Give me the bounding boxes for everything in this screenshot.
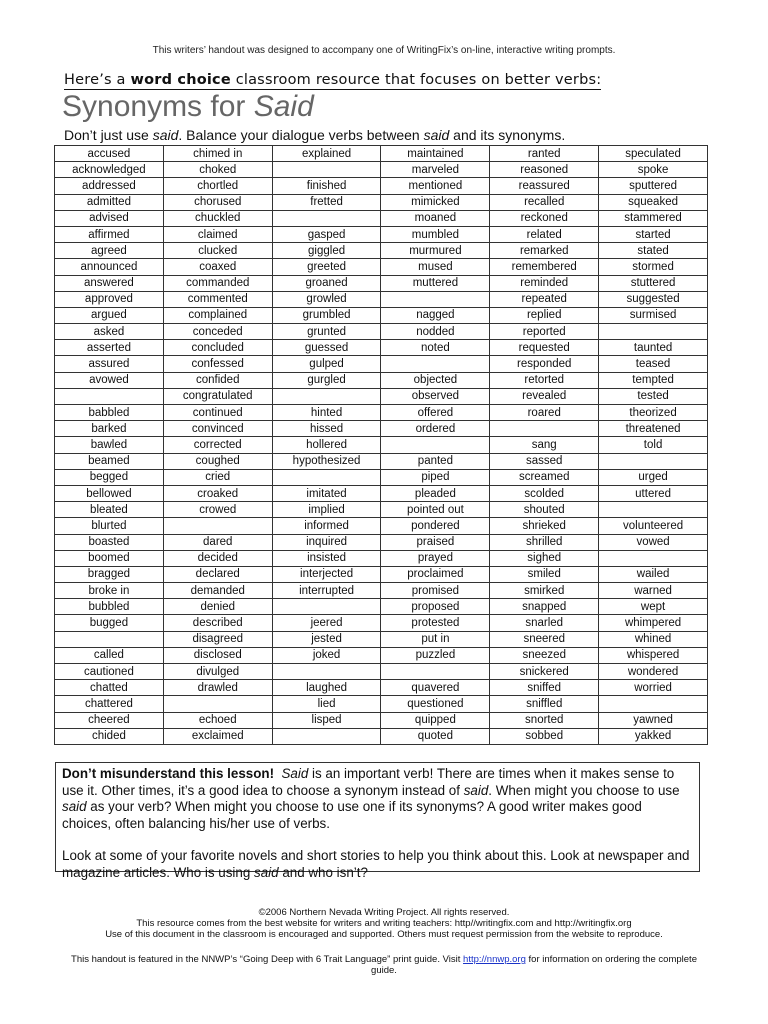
table-row bbox=[55, 485, 708, 501]
table-cell: declared bbox=[163, 566, 272, 582]
table-row bbox=[55, 728, 708, 744]
table-cell: broke in bbox=[55, 583, 164, 599]
table-cell bbox=[272, 210, 381, 226]
table-cell: decided bbox=[163, 550, 272, 566]
table-cell: urged bbox=[599, 469, 708, 485]
table-cell: guessed bbox=[272, 340, 381, 356]
table-cell: snorted bbox=[490, 712, 599, 728]
table-cell: threatened bbox=[599, 421, 708, 437]
table-cell: recalled bbox=[490, 194, 599, 210]
table-cell: sniffled bbox=[490, 696, 599, 712]
table-row bbox=[55, 534, 708, 550]
table-cell: convinced bbox=[163, 421, 272, 437]
table-cell: hollered bbox=[272, 437, 381, 453]
lesson-box bbox=[55, 762, 700, 880]
table-cell: lied bbox=[272, 696, 381, 712]
table-cell: muttered bbox=[381, 275, 490, 291]
subtitle bbox=[64, 127, 565, 143]
table-cell: put in bbox=[381, 631, 490, 647]
table-cell bbox=[490, 421, 599, 437]
table-cell: agreed bbox=[55, 243, 164, 259]
footer-featured-text: for information on ordering the complete guide. bbox=[371, 954, 697, 976]
table-cell: explained bbox=[272, 146, 381, 162]
table-cell bbox=[272, 599, 381, 615]
table-cell: demanded bbox=[163, 583, 272, 599]
table-cell: snapped bbox=[490, 599, 599, 615]
table-row bbox=[55, 405, 708, 421]
table-row bbox=[55, 469, 708, 485]
table-cell bbox=[381, 356, 490, 372]
table-row bbox=[55, 615, 708, 631]
table-row bbox=[55, 631, 708, 647]
lesson-said: said bbox=[254, 864, 279, 880]
table-cell: coughed bbox=[163, 453, 272, 469]
table-cell: crowed bbox=[163, 502, 272, 518]
table-cell: reported bbox=[490, 324, 599, 340]
table-cell: responded bbox=[490, 356, 599, 372]
table-cell: hypothesized bbox=[272, 453, 381, 469]
table-cell: praised bbox=[381, 534, 490, 550]
table-cell: drawled bbox=[163, 680, 272, 696]
table-cell: yawned bbox=[599, 712, 708, 728]
table-cell bbox=[55, 388, 164, 404]
table-cell: jested bbox=[272, 631, 381, 647]
table-row bbox=[55, 194, 708, 210]
lesson-said: Said bbox=[281, 766, 309, 781]
table-cell: admitted bbox=[55, 194, 164, 210]
table-cell: requested bbox=[490, 340, 599, 356]
table-cell: puzzled bbox=[381, 647, 490, 663]
table-cell: snickered bbox=[490, 664, 599, 680]
table-cell bbox=[381, 291, 490, 307]
table-cell: noted bbox=[381, 340, 490, 356]
table-cell: repeated bbox=[490, 291, 599, 307]
subtitle-said: said bbox=[152, 127, 179, 143]
table-cell: speculated bbox=[599, 146, 708, 162]
table-cell: complained bbox=[163, 307, 272, 323]
table-cell: bubbled bbox=[55, 599, 164, 615]
table-cell: chorused bbox=[163, 194, 272, 210]
table-row bbox=[55, 566, 708, 582]
table-cell: whimpered bbox=[599, 615, 708, 631]
table-cell: replied bbox=[490, 307, 599, 323]
table-cell: greeted bbox=[272, 259, 381, 275]
table-cell: bawled bbox=[55, 437, 164, 453]
table-cell: corrected bbox=[163, 437, 272, 453]
intro-prefix: Here’s a bbox=[64, 72, 131, 88]
table-cell: approved bbox=[55, 291, 164, 307]
table-cell: whispered bbox=[599, 647, 708, 663]
page-title bbox=[62, 90, 314, 124]
table-cell: sneered bbox=[490, 631, 599, 647]
title-italic: Said bbox=[253, 90, 314, 123]
table-cell: murmured bbox=[381, 243, 490, 259]
footer-usage: Use of this document in the classroom is encouraged and supported. Others must request permission from the website to reproduce. bbox=[105, 929, 663, 940]
table-row bbox=[55, 550, 708, 566]
table-row bbox=[55, 647, 708, 663]
table-cell bbox=[272, 469, 381, 485]
table-cell: confessed bbox=[163, 356, 272, 372]
table-cell: called bbox=[55, 647, 164, 663]
table-cell: reasoned bbox=[490, 162, 599, 178]
table-cell: promised bbox=[381, 583, 490, 599]
table-cell bbox=[163, 696, 272, 712]
table-cell: volunteered bbox=[599, 518, 708, 534]
table-cell: shrieked bbox=[490, 518, 599, 534]
subtitle-said: said bbox=[423, 127, 450, 143]
table-cell: tempted bbox=[599, 372, 708, 388]
table-cell: sneezed bbox=[490, 647, 599, 663]
table-cell: screamed bbox=[490, 469, 599, 485]
table-cell: stated bbox=[599, 243, 708, 259]
table-cell: quavered bbox=[381, 680, 490, 696]
table-row bbox=[55, 680, 708, 696]
table-cell: congratulated bbox=[163, 388, 272, 404]
table-cell: lisped bbox=[272, 712, 381, 728]
table-cell: announced bbox=[55, 259, 164, 275]
table-cell: remembered bbox=[490, 259, 599, 275]
table-cell: ranted bbox=[490, 146, 599, 162]
intro-suffix: classroom resource that focuses on better verbs: bbox=[230, 72, 602, 88]
table-cell: accused bbox=[55, 146, 164, 162]
table-cell: pleaded bbox=[381, 485, 490, 501]
table-cell bbox=[599, 502, 708, 518]
nnwp-link[interactable]: http://nnwp.org bbox=[463, 954, 526, 965]
subtitle-part: and its synonyms. bbox=[449, 127, 566, 143]
lesson-text: as your verb? When might you choose to use one if its synonyms? A good writer makes good choices, often balancing his/her use of verbs. bbox=[62, 799, 642, 831]
table-cell: barked bbox=[55, 421, 164, 437]
table-cell: chatted bbox=[55, 680, 164, 696]
lesson-text: is an important verb! There are times when it makes sense to use it. Other times, it’s a good idea to choose a synonym instead of bbox=[62, 766, 675, 798]
table-row bbox=[55, 291, 708, 307]
table-cell: imitated bbox=[272, 485, 381, 501]
table-cell: sang bbox=[490, 437, 599, 453]
table-cell: inquired bbox=[272, 534, 381, 550]
table-cell: scolded bbox=[490, 485, 599, 501]
table-cell: babbled bbox=[55, 405, 164, 421]
table-cell: gulped bbox=[272, 356, 381, 372]
table-cell: quipped bbox=[381, 712, 490, 728]
table-cell: confided bbox=[163, 372, 272, 388]
lesson-said: said bbox=[62, 799, 87, 814]
table-cell: boomed bbox=[55, 550, 164, 566]
table-cell: interjected bbox=[272, 566, 381, 582]
table-cell bbox=[272, 162, 381, 178]
table-cell: marveled bbox=[381, 162, 490, 178]
table-cell: wailed bbox=[599, 566, 708, 582]
table-cell: chattered bbox=[55, 696, 164, 712]
table-cell: proclaimed bbox=[381, 566, 490, 582]
table-cell: boasted bbox=[55, 534, 164, 550]
table-cell: hinted bbox=[272, 405, 381, 421]
table-cell: warned bbox=[599, 583, 708, 599]
table-cell: continued bbox=[163, 405, 272, 421]
table-cell: moaned bbox=[381, 210, 490, 226]
table-cell: giggled bbox=[272, 243, 381, 259]
table-cell: fretted bbox=[272, 194, 381, 210]
table-cell bbox=[272, 728, 381, 744]
table-row bbox=[55, 226, 708, 242]
table-cell: mused bbox=[381, 259, 490, 275]
table-cell: grumbled bbox=[272, 307, 381, 323]
table-cell: yakked bbox=[599, 728, 708, 744]
table-cell: exclaimed bbox=[163, 728, 272, 744]
table-row bbox=[55, 421, 708, 437]
table-cell: shrilled bbox=[490, 534, 599, 550]
table-row bbox=[55, 210, 708, 226]
table-cell: questioned bbox=[381, 696, 490, 712]
footer-source: This resource comes from the best website for writers and writing teachers: http//writingfix.com and http://writingfix.org bbox=[136, 918, 632, 929]
table-row bbox=[55, 146, 708, 162]
handout-note: This writers’ handout was designed to accompany one of WritingFix’s on-line, interactive writing prompts. bbox=[152, 45, 616, 56]
table-cell: reminded bbox=[490, 275, 599, 291]
table-cell: sobbed bbox=[490, 728, 599, 744]
table-cell: clucked bbox=[163, 243, 272, 259]
table-cell: reckoned bbox=[490, 210, 599, 226]
table-cell: ordered bbox=[381, 421, 490, 437]
table-cell: claimed bbox=[163, 226, 272, 242]
lesson-bold: Don’t misunderstand this lesson! bbox=[62, 766, 275, 781]
table-cell: finished bbox=[272, 178, 381, 194]
table-cell: chided bbox=[55, 728, 164, 744]
table-cell bbox=[381, 664, 490, 680]
table-cell: mumbled bbox=[381, 226, 490, 242]
table-cell: grunted bbox=[272, 324, 381, 340]
table-cell: worried bbox=[599, 680, 708, 696]
table-cell: sassed bbox=[490, 453, 599, 469]
footer-credits bbox=[0, 907, 768, 940]
table-row bbox=[55, 340, 708, 356]
table-cell: dared bbox=[163, 534, 272, 550]
table-cell: bugged bbox=[55, 615, 164, 631]
table-cell bbox=[599, 696, 708, 712]
table-cell: retorted bbox=[490, 372, 599, 388]
table-cell: echoed bbox=[163, 712, 272, 728]
table-cell: spoke bbox=[599, 162, 708, 178]
table-cell: cheered bbox=[55, 712, 164, 728]
table-row bbox=[55, 502, 708, 518]
intro-line bbox=[64, 72, 601, 90]
synonyms-table bbox=[54, 145, 708, 745]
table-cell: reassured bbox=[490, 178, 599, 194]
table-cell: pointed out bbox=[381, 502, 490, 518]
table-cell: taunted bbox=[599, 340, 708, 356]
table-cell: avowed bbox=[55, 372, 164, 388]
table-cell: commented bbox=[163, 291, 272, 307]
table-cell: stuttered bbox=[599, 275, 708, 291]
table-cell bbox=[272, 664, 381, 680]
table-cell: stormed bbox=[599, 259, 708, 275]
table-cell: sighed bbox=[490, 550, 599, 566]
table-cell: informed bbox=[272, 518, 381, 534]
table-cell: blurted bbox=[55, 518, 164, 534]
table-cell: smiled bbox=[490, 566, 599, 582]
table-cell: maintained bbox=[381, 146, 490, 162]
table-cell: cautioned bbox=[55, 664, 164, 680]
table-cell: started bbox=[599, 226, 708, 242]
table-cell: beamed bbox=[55, 453, 164, 469]
table-cell: groaned bbox=[272, 275, 381, 291]
table-cell: gasped bbox=[272, 226, 381, 242]
title-plain: Synonyms for bbox=[62, 90, 254, 123]
table-cell: vowed bbox=[599, 534, 708, 550]
footer-featured-text: This handout is featured in the NNWP’s “Going Deep with 6 Trait Language” print guide. Visit bbox=[71, 954, 464, 965]
table-cell: roared bbox=[490, 405, 599, 421]
table-row bbox=[55, 162, 708, 178]
table-cell: croaked bbox=[163, 485, 272, 501]
table-cell: denied bbox=[163, 599, 272, 615]
table-cell: jeered bbox=[272, 615, 381, 631]
table-cell: insisted bbox=[272, 550, 381, 566]
table-cell: advised bbox=[55, 210, 164, 226]
table-cell: argued bbox=[55, 307, 164, 323]
table-row bbox=[55, 696, 708, 712]
table-cell: tested bbox=[599, 388, 708, 404]
table-cell: surmised bbox=[599, 307, 708, 323]
table-cell: commanded bbox=[163, 275, 272, 291]
table-cell: offered bbox=[381, 405, 490, 421]
table-cell: conceded bbox=[163, 324, 272, 340]
table-cell: coaxed bbox=[163, 259, 272, 275]
table-cell: uttered bbox=[599, 485, 708, 501]
table-row bbox=[55, 664, 708, 680]
table-cell bbox=[599, 324, 708, 340]
table-cell: disclosed bbox=[163, 647, 272, 663]
table-cell: begged bbox=[55, 469, 164, 485]
table-cell: pondered bbox=[381, 518, 490, 534]
table-cell: snarled bbox=[490, 615, 599, 631]
table-row bbox=[55, 583, 708, 599]
table-cell: bleated bbox=[55, 502, 164, 518]
table-row bbox=[55, 599, 708, 615]
table-cell: suggested bbox=[599, 291, 708, 307]
table-cell: wondered bbox=[599, 664, 708, 680]
table-cell: mentioned bbox=[381, 178, 490, 194]
table-cell: gurgled bbox=[272, 372, 381, 388]
table-cell: implied bbox=[272, 502, 381, 518]
table-cell: joked bbox=[272, 647, 381, 663]
table-cell: sputtered bbox=[599, 178, 708, 194]
table-cell: mimicked bbox=[381, 194, 490, 210]
table-cell: answered bbox=[55, 275, 164, 291]
table-cell: panted bbox=[381, 453, 490, 469]
table-cell: chuckled bbox=[163, 210, 272, 226]
table-cell bbox=[599, 550, 708, 566]
table-cell: prayed bbox=[381, 550, 490, 566]
table-cell: wept bbox=[599, 599, 708, 615]
table-cell: divulged bbox=[163, 664, 272, 680]
table-row bbox=[55, 243, 708, 259]
table-row bbox=[55, 437, 708, 453]
table-cell: revealed bbox=[490, 388, 599, 404]
table-cell bbox=[381, 437, 490, 453]
table-row bbox=[55, 518, 708, 534]
table-cell: laughed bbox=[272, 680, 381, 696]
table-cell bbox=[55, 631, 164, 647]
table-cell: quoted bbox=[381, 728, 490, 744]
table-cell: stammered bbox=[599, 210, 708, 226]
table-cell: choked bbox=[163, 162, 272, 178]
table-cell: whined bbox=[599, 631, 708, 647]
table-cell: assured bbox=[55, 356, 164, 372]
table-cell: sniffed bbox=[490, 680, 599, 696]
table-cell: bragged bbox=[55, 566, 164, 582]
lesson-said: said bbox=[463, 782, 489, 798]
table-cell: objected bbox=[381, 372, 490, 388]
footer-featured bbox=[0, 954, 768, 976]
table-cell: addressed bbox=[55, 178, 164, 194]
table-cell: nagged bbox=[381, 307, 490, 323]
table-cell: concluded bbox=[163, 340, 272, 356]
table-row bbox=[55, 324, 708, 340]
table-row bbox=[55, 712, 708, 728]
subtitle-part: . Balance your dialogue verbs between bbox=[178, 127, 424, 143]
table-cell: interrupted bbox=[272, 583, 381, 599]
table-row bbox=[55, 178, 708, 194]
table-cell: cried bbox=[163, 469, 272, 485]
table-cell: teased bbox=[599, 356, 708, 372]
table-cell: told bbox=[599, 437, 708, 453]
table-cell: related bbox=[490, 226, 599, 242]
table-cell: asked bbox=[55, 324, 164, 340]
lesson-text: . When might you choose to use bbox=[488, 782, 680, 798]
table-row bbox=[55, 275, 708, 291]
table-row bbox=[55, 453, 708, 469]
table-cell: observed bbox=[381, 388, 490, 404]
table-cell: proposed bbox=[381, 599, 490, 615]
table-cell: growled bbox=[272, 291, 381, 307]
table-row bbox=[55, 307, 708, 323]
table-cell: acknowledged bbox=[55, 162, 164, 178]
table-cell: nodded bbox=[381, 324, 490, 340]
lesson-paragraph-1 bbox=[62, 766, 693, 832]
lesson-paragraph-2 bbox=[62, 848, 693, 881]
table-cell: asserted bbox=[55, 340, 164, 356]
table-cell: bellowed bbox=[55, 485, 164, 501]
table-cell: hissed bbox=[272, 421, 381, 437]
table-cell: piped bbox=[381, 469, 490, 485]
table-cell: affirmed bbox=[55, 226, 164, 242]
table-cell: shouted bbox=[490, 502, 599, 518]
table-cell: described bbox=[163, 615, 272, 631]
table-cell: disagreed bbox=[163, 631, 272, 647]
subtitle-part: Don’t just use bbox=[64, 127, 153, 143]
intro-bold: word choice bbox=[130, 72, 231, 88]
table-row bbox=[55, 388, 708, 404]
table-cell bbox=[599, 453, 708, 469]
lesson-text: Look at some of your favorite novels and short stories to help you think about this. Look at newspaper and magazine articles. Who is using bbox=[62, 848, 690, 880]
table-row bbox=[55, 356, 708, 372]
table-cell: chortled bbox=[163, 178, 272, 194]
table-cell: smirked bbox=[490, 583, 599, 599]
table-row bbox=[55, 372, 708, 388]
table-cell: protested bbox=[381, 615, 490, 631]
table-row bbox=[55, 259, 708, 275]
table-cell: chimed in bbox=[163, 146, 272, 162]
table-cell bbox=[272, 388, 381, 404]
table-cell: squeaked bbox=[599, 194, 708, 210]
table-cell: remarked bbox=[490, 243, 599, 259]
table-cell bbox=[163, 518, 272, 534]
lesson-text: and who isn’t? bbox=[278, 864, 368, 880]
table-cell: theorized bbox=[599, 405, 708, 421]
footer-copyright: ©2006 Northern Nevada Writing Project. All rights reserved. bbox=[258, 907, 510, 918]
